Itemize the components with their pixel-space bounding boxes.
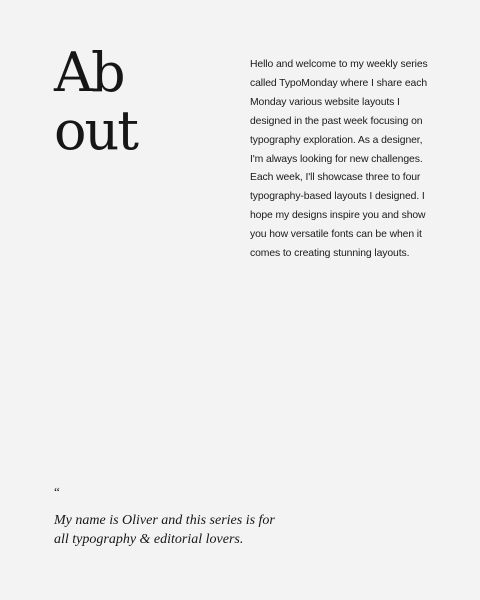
title-line-2: out [54,99,137,162]
page-title [54,41,137,162]
title-line-1: Ab [54,41,124,104]
quote-text [54,511,354,549]
intro-paragraph: Hello and welcome to my weekly series called TypoMonday where I share each Monday various website layouts I designed in the past week focusing on typography exploration. As a designer, I'm always looking for new challenges. Each week, I'll showcase three to four typography-based layouts I designed. I hope my designs inspire you and show you how versatile fonts can be when it comes to creating stunning layouts. [250,59,428,260]
quote-mark-icon: “ [54,484,60,499]
quote-line-2: all typography & editorial lovers. [54,532,244,547]
quote-line-1: My name is Oliver and this series is for [54,513,275,528]
